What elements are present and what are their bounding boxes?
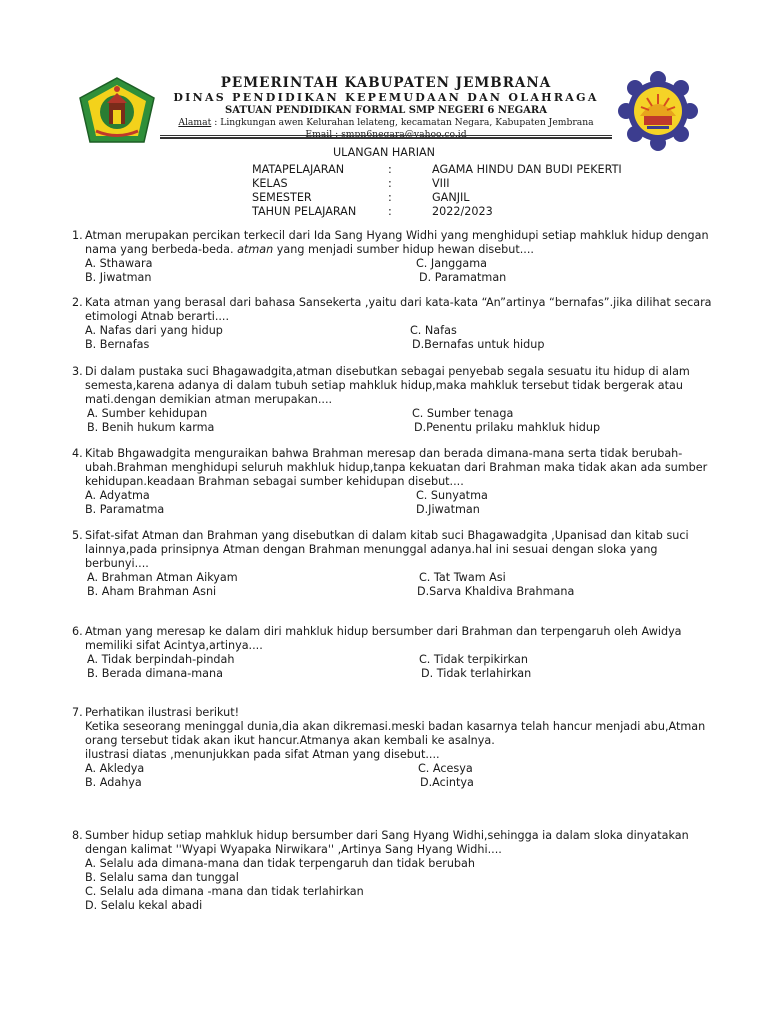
meta-key: TAHUN PELAJARAN [252,205,357,218]
question-text-line: kehidupan.keadaan Brahman sebagai sumber kehidupan disebut.... [85,475,464,488]
question-number: 8. [72,829,83,842]
meta-key: KELAS [252,177,288,190]
question-stem [72,229,712,257]
option-b: B. Selalu sama dan tunggal [85,871,239,884]
question-5 [72,529,712,599]
question-text-line [85,243,712,257]
meta-key: MATAPELAJARAN [252,163,345,176]
option-b: B. Jiwatman [85,271,152,284]
option-a: A. Adyatma [85,489,150,502]
meta-colon: : [388,177,392,190]
meta-value: 2022/2023 [432,205,493,218]
option-d: D.Acintya [420,776,474,789]
meta-key: SEMESTER [252,191,312,204]
answer-options [72,762,712,790]
option-c: C. Tidak terpikirkan [419,653,529,666]
question-stem [72,706,712,762]
question-text-line: semesta,karena adanya di dalam tubuh setiap mahkluk hidup,maka mahkluk tersebut tidak bergerak atau [85,379,683,392]
meta-row-year [252,205,672,219]
meta-colon: : [388,205,392,218]
question-text-line: etimologi Atnab berarti.... [85,310,230,323]
option-b: B. Aham Brahman Asni [87,585,217,598]
question-4 [72,447,712,517]
letterhead-divider-thick [160,137,612,139]
letterhead-department: DINAS PENDIDIKAN KEPEMUDAAN DAN OLAHRAGA [173,91,599,104]
question-text-line: Kata atman yang berasal dari bahasa Sansekerta ,yaitu dari kata-kata “An”artinya “bernafas”.jika dilihat secara [85,296,712,309]
question-text-line: Kitab Bhgawadgita menguraikan bahwa Brahman meresap dan berada dimana-mana serta tidak berubah- [85,447,683,460]
question-number: 2. [72,296,83,309]
option-d: D.Penentu prilaku mahkluk hidup [414,421,601,434]
option-c: C. Tat Twam Asi [419,571,506,584]
option-a: A. Selalu ada dimana-mana dan tidak terpengaruh dan tidak berubah [85,857,475,870]
question-8 [72,829,712,913]
question-number: 4. [72,447,83,460]
option-c: C. Sumber tenaga [412,407,514,420]
question-text: nama yang berbeda-beda. [85,243,238,256]
meta-value: GANJIL [432,191,470,204]
answer-options [72,653,712,681]
option-c: C. Janggama [416,257,487,270]
meta-value: AGAMA HINDU DAN BUDI PEKERTI [432,163,622,176]
meta-row-semester [252,191,672,205]
answer-options [72,857,712,913]
question-stem [72,625,712,653]
question-stem [72,829,712,857]
question-number: 1. [72,229,83,242]
question-text-line: dengan kalimat ''Wyapi Wyapaka Nirwikara'' ,Artinya Sang Hyang Widhi.... [85,843,502,856]
question-text-line: Di dalam pustaka suci Bhagawadgita,atman disebutkan sebagai penyebab segala sesuatu itu hidup di alam [85,365,690,378]
answer-options [72,489,712,517]
answer-options [72,324,712,352]
question-2 [72,296,712,352]
question-7 [72,706,712,790]
question-text-italic: atman [237,243,274,256]
meta-row-class [252,177,672,191]
jembrana-emblem-logo [78,76,156,146]
option-a: A. Akledya [85,762,145,775]
illustration-line: orang tersebut tidak akan ikut hancur.Atmanya akan kembali ke asalnya. [85,734,495,747]
option-a: A. Nafas dari yang hidup [85,324,223,337]
option-d: D. Tidak terlahirkan [421,667,532,680]
question-text-line: ubah.Brahman menghidupi seluruh makhluk hidup,tanpa kekuatan dari Brahman maka tidak akan ada sumber [85,461,708,474]
option-a: A. Tidak berpindah-pindah [87,653,235,666]
option-a: A. Sumber kehidupan [87,407,208,420]
option-b: B. Bernafas [85,338,150,351]
question-stem [72,529,712,571]
option-b: B. Benih hukum karma [87,421,215,434]
meta-colon: : [388,163,392,176]
answer-options [72,571,712,599]
option-c: C. Acesya [418,762,473,775]
illustration-line: ilustrasi diatas ,menunjukkan pada sifat Atman yang disebut.... [85,748,440,761]
address-label: Alamat [178,117,212,128]
letterhead-divider-thin [160,135,612,136]
question-text-line: memiliki sifat Acintya,artinya.... [85,639,263,652]
option-d: D.Sarva Khaldiva Brahmana [417,585,575,598]
meta-row-subject [252,163,672,177]
question-number: 6. [72,625,83,638]
exam-title: ULANGAN HARIAN [332,146,436,159]
question-text-line: Perhatikan ilustrasi berikut! [85,706,240,719]
option-d: D. Paramatman [419,271,507,284]
question-text-line: Sumber hidup setiap mahkluk hidup bersumber dari Sang Hyang Widhi,sehingga ia dalam sloka dinyatakan [85,829,689,842]
option-b: B. Paramatma [85,503,165,516]
address-value: : Lingkungan awen Kelurahan lelateng, kecamatan Negara, Kabupaten Jembrana [214,117,594,128]
question-text-line: berbunyi.... [85,557,149,570]
meta-value: VIII [432,177,450,190]
option-c: C. Nafas [410,324,457,337]
option-b: B. Berada dimana-mana [87,667,223,680]
option-d: D.Bernafas untuk hidup [412,338,545,351]
question-stem [72,296,712,324]
question-stem [72,365,712,407]
letterhead-address [160,117,612,129]
illustration-line: Ketika seseorang meninggal dunia,dia akan dikremasi.meski badan kasarnya telah hancur menjadi abu,Atman [85,720,706,733]
answer-options [72,407,712,435]
answer-options [72,257,712,285]
question-stem [72,447,712,489]
question-number: 3. [72,365,83,378]
school-emblem-logo [617,70,699,152]
option-c: C. Sunyatma [416,489,488,502]
question-number: 7. [72,706,83,719]
meta-colon: : [388,191,392,204]
question-1 [72,229,712,285]
option-b: B. Adahya [85,776,142,789]
option-a: A. Sthawara [85,257,153,270]
exam-meta-table [252,163,672,219]
option-d: D. Selalu kekal abadi [85,899,203,912]
question-text-line: Sifat-sifat Atman dan Brahman yang disebutkan di dalam kitab suci Bhagawadgita ,Upanisad dan kitab suci [85,529,689,542]
question-6 [72,625,712,681]
letterhead-school: SATUAN PENDIDIKAN FORMAL SMP NEGERI 6 NEGARA [224,105,548,116]
question-3 [72,365,712,435]
option-c: C. Selalu ada dimana -mana dan tidak terlahirkan [85,885,364,898]
question-text: yang menjadi sumber hidup hewan disebut.... [273,243,534,256]
question-text-line: mati.dengan demikian atman merupakan.... [85,393,333,406]
option-a: A. Brahman Atman Aikyam [87,571,238,584]
letterhead-government: PEMERINTAH KABUPATEN JEMBRANA [220,75,552,91]
question-text-line: lainnya,pada prinsipnya Atman dengan Brahman menunggal adanya.hal ini sesuai dengan sloka yang [85,543,658,556]
option-d: D.Jiwatman [416,503,480,516]
question-text-line: Atman merupakan percikan terkecil dari Ida Sang Hyang Widhi yang menghidupi setiap mahkluk hidup dengan [85,229,709,242]
letterhead [160,76,612,141]
question-text-line: Atman yang meresap ke dalam diri mahkluk hidup bersumber dari Brahman dan terpengaruh oleh Awidya [85,625,682,638]
question-number: 5. [72,529,83,542]
